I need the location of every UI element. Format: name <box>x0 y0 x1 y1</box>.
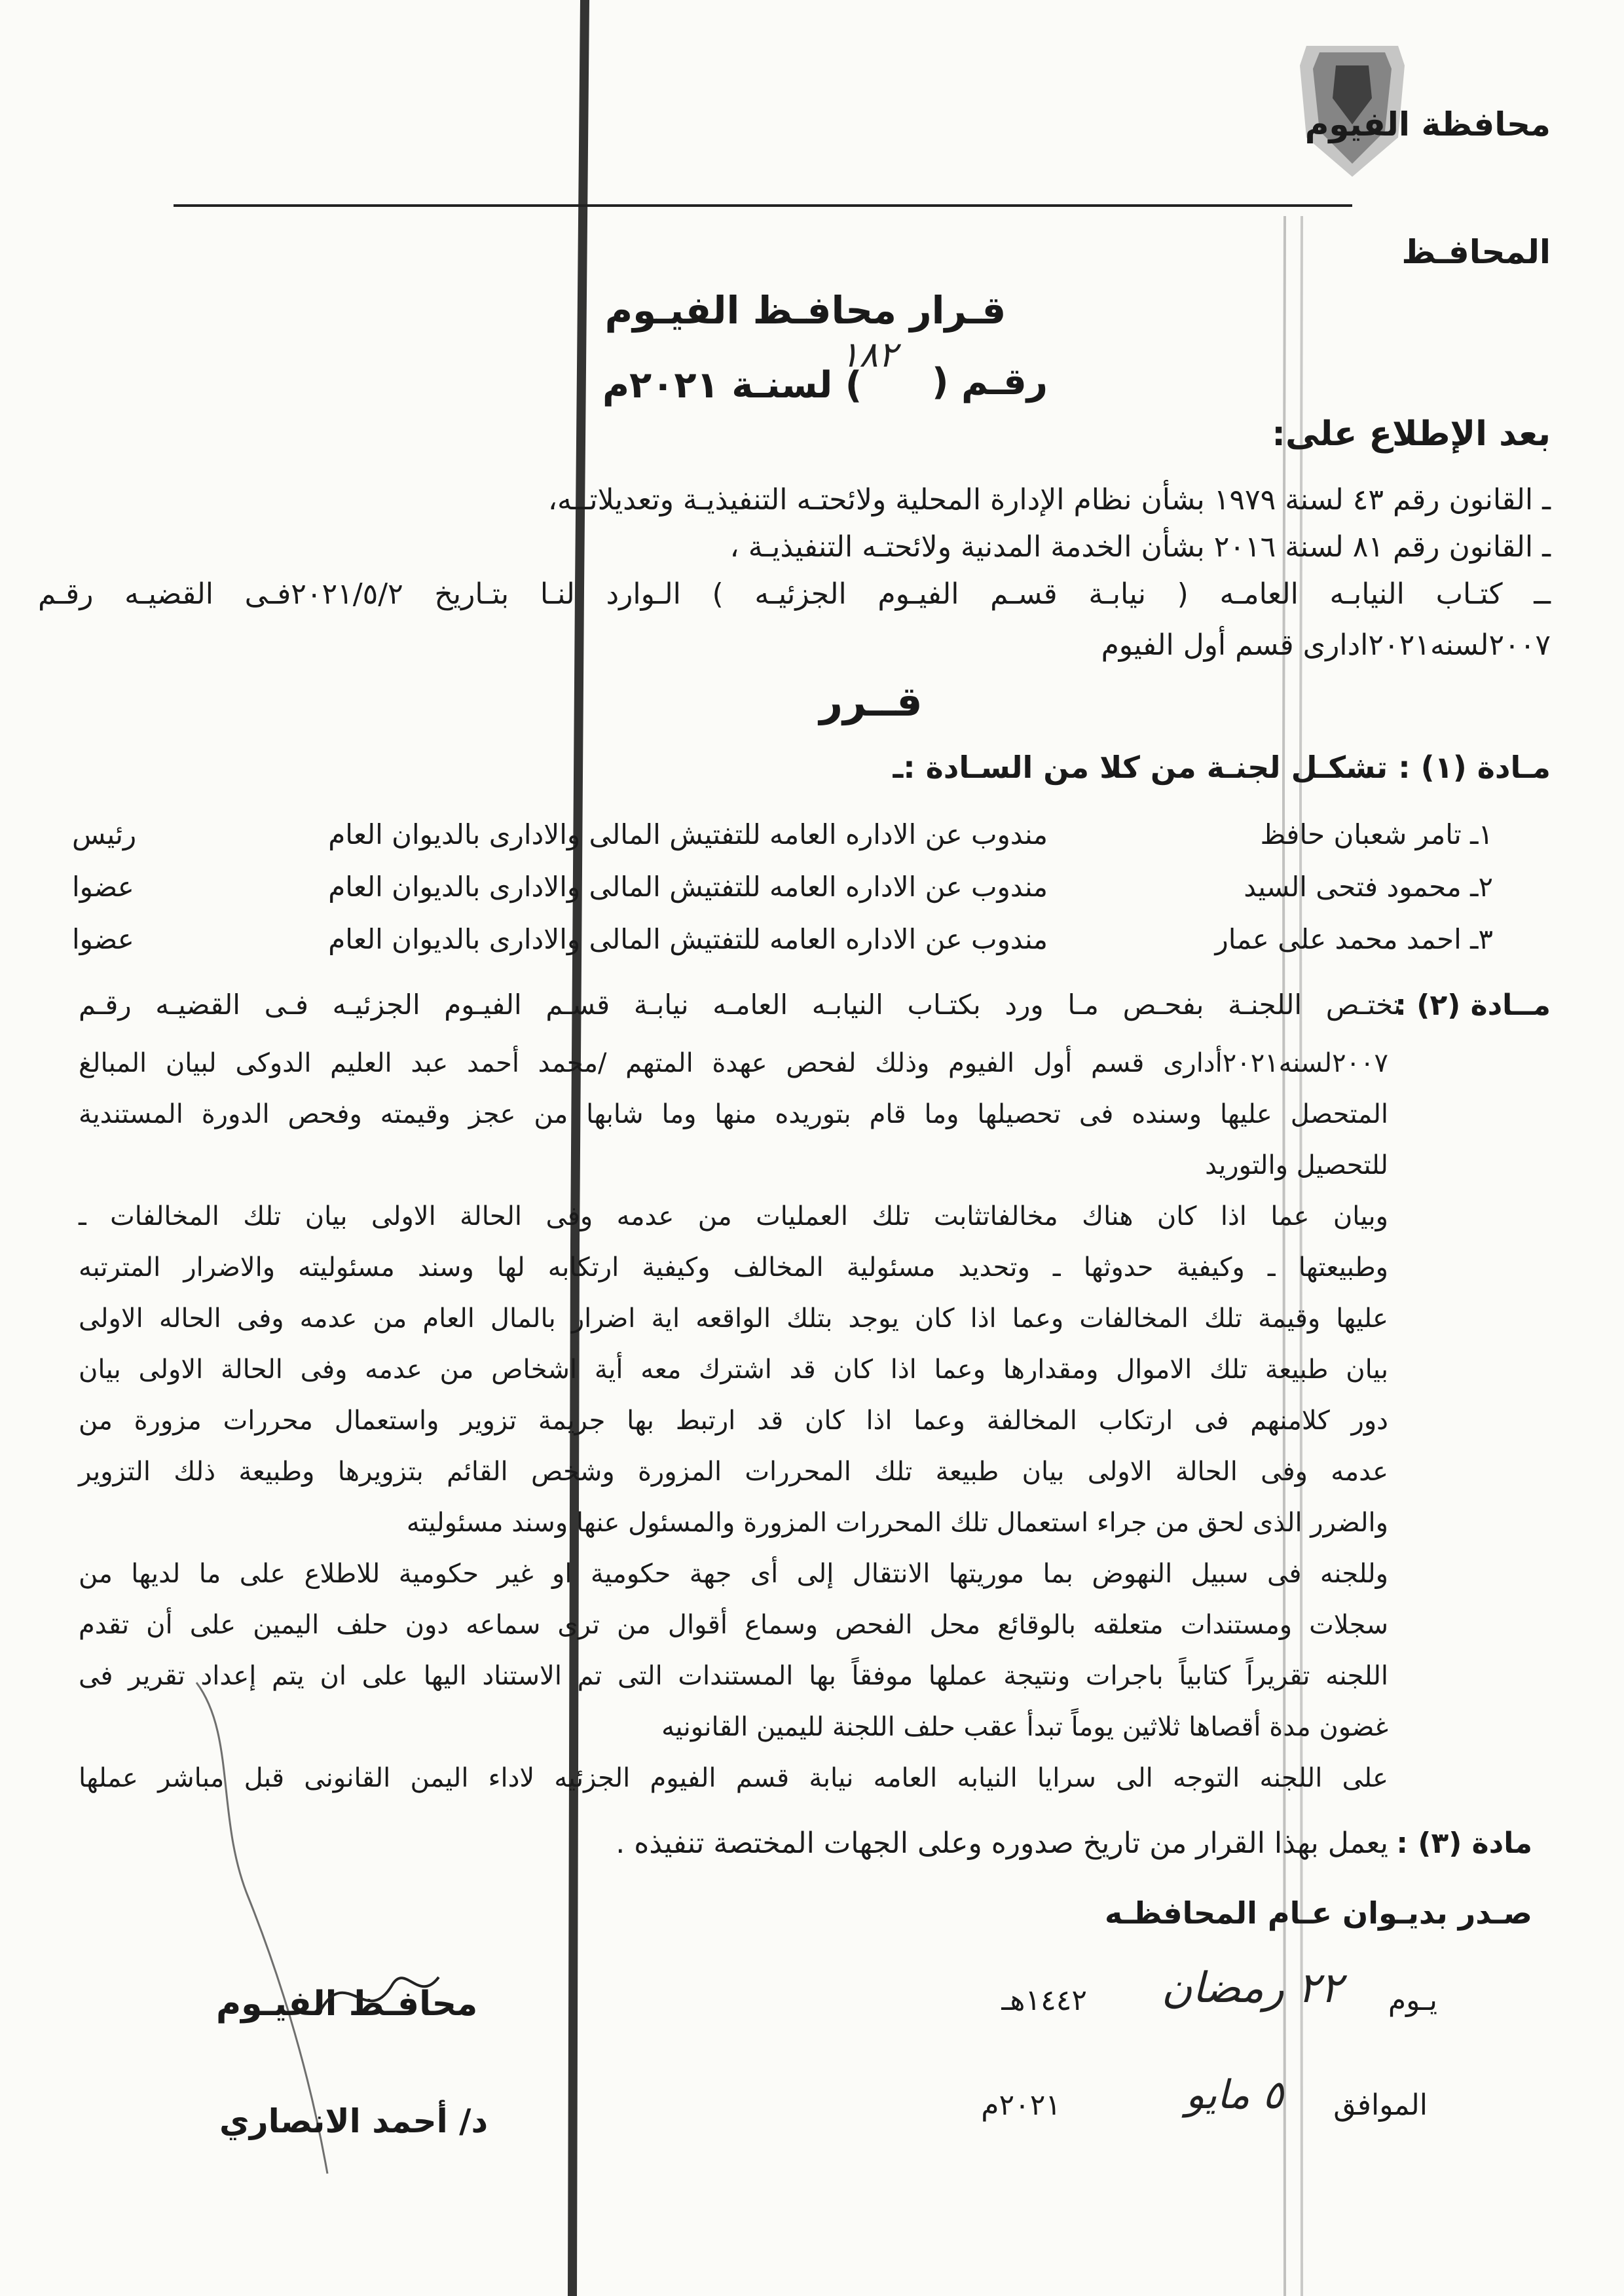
member-role: مندوب عن الاداره العامه للتفتيش المالى والادارى بالديوان العام <box>328 818 1048 850</box>
header-rule <box>174 204 1352 207</box>
article2-line: ٢٠٠٧لسنه٢٠٢١أدارى قسم أول الفيوم وذلك لفحص عهدة المتهم /محمد أحمد عبد العليم الدوكى لبيان المبالغ <box>79 1048 1388 1078</box>
number-handwritten: ١٨٢ <box>840 334 897 375</box>
article1-heading: مـادة (١) : تشكـل لجنـة من كلا من السـادة :ـ <box>893 750 1551 785</box>
decree-title: قـرار محافـظ الفيـوم <box>604 288 1006 333</box>
governorate-name: محافظة الفيوم <box>1304 105 1551 143</box>
office-label: المحافـظ <box>1401 233 1551 271</box>
governorate-seal <box>1280 20 1424 183</box>
article2-first-line: تختـص اللجنـة بفحـص مـا ورد بكتـاب النيابـه العامـه نيابـة قسـم الفيـوم الجزئيـه فـى القضيـه رقـم <box>79 989 1401 1021</box>
preamble-item-3: ــ كتـاب النيابـه العامـه ( نيابـة قسـم الفيـوم الجزئيـه ) الـوارد لنـا بتـاريخ ٢٠٢١/٥/٢فـى القضيـه رقـم <box>38 577 1551 611</box>
article2-heading: مــادة (٢) : <box>1395 989 1551 1022</box>
article2-line: بيان طبيعة تلك الاموال ومقدارها وعما اذا كان قد اشترك معه أية اشخاص من عدمه وفى الحالة الاولى بيان <box>79 1355 1388 1385</box>
article2-line: عدمه وفى الحالة الاولى بيان طبيعة تلك المحررات المزورة وشخص القائم بتزويرها وطبيعة ذلك التزوير <box>79 1457 1388 1487</box>
day-label: يـوم <box>1388 1984 1437 2017</box>
article2-line: للتحصيل والتوريد <box>1205 1150 1388 1180</box>
article2-line: وطبيعتها ـ وكيفية حدوثها ـ وتحديد مسئولية المخالف وكيفية ارتكابه لها وسند مسئوليته والاضرار المترتبه <box>79 1252 1388 1283</box>
preamble-item-1: ـ القانون رقم ٤٣ لسنة ١٩٧٩ بشأن نظام الإدارة المحلية ولائحتـه التنفيذيـة وتعديلاتــه، <box>547 483 1551 517</box>
article2-line: عليها وقيمة تلك المخالفات وعما اذا كان يوجد بتلك الواقعه اية اضرار بالمال العام من عدمه وفى الحاله الاولى <box>79 1303 1388 1334</box>
signatory-title: محافـظ الفيـوم <box>216 1984 478 2024</box>
decision-heading: قــرر <box>819 678 923 725</box>
member-role: مندوب عن الاداره العامه للتفتيش المالى والادارى بالديوان العام <box>328 871 1048 903</box>
signatory-name: د/ أحمد الانصاري <box>219 2102 489 2140</box>
article2-line: اللجنه تقريراً كتابياً باجرات ونتيجة عملها موفقاً بها المستندات التى تم الاستناد اليها على ان يتم إعداد تقرير فى <box>79 1661 1388 1691</box>
article2-line: دور كلامنهم فى ارتكاب المخالفة وعما اذا كان قد ارتبط بها جريمة تزوير واستعمال محررات مزورة من <box>79 1406 1388 1436</box>
greg-year: ٢٠٢١م <box>981 2088 1061 2122</box>
member-role: مندوب عن الاداره العامه للتفتيش المالى والادارى بالديوان العام <box>328 923 1048 955</box>
signature-mark <box>308 1951 452 2043</box>
member-position: عضوا <box>72 871 134 903</box>
hijri-year: ١٤٤٢هـ <box>1001 1984 1087 2017</box>
article2-line: غضون مدة أقصاها ثلاثين يوماً تبدأ عقب حلف اللجنة لليمين القانونيه <box>661 1712 1388 1742</box>
article3-text: يعمل بهذا القرار من تاريخ صدوره وعلى الجهات المختصة تنفيذه . <box>616 1827 1388 1860</box>
decree-number-line <box>576 334 1048 409</box>
preamble-item-4: ٢٠٠٧لسنه٢٠٢١اداری قسم أول الفيوم <box>1101 629 1551 662</box>
member-position: رئيس <box>72 818 137 850</box>
article3-heading: مادة (٣) : <box>1396 1827 1532 1860</box>
article2-line: وبيان عما اذا كان هناك مخالفاتثابت تلك العمليات من عدمه وفى الحالة الاولى بيان تلك المخالفات ـ <box>79 1201 1388 1231</box>
article2-line: سجلات ومستندات متعلقه بالوقائع محل الفحص وسماع أقوال من ترى سماعه دون حلف اليمين على أن تقدم <box>79 1610 1388 1640</box>
number-suffix: ) لسنـة ٢٠٢١م <box>602 364 862 407</box>
article2-line: المتحصل عليها وسنده فى تحصيلها وما قام بتوريده منها وما شابها من عجز وقيمته وفحص الدورة المستندية <box>79 1099 1388 1129</box>
greg-label: الموافق <box>1333 2088 1428 2122</box>
preamble-item-2: ـ القانون رقم ٨١ لسنة ٢٠١٦ بشأن الخدمة المدنية ولائحتـه التنفيذيـة ، <box>729 530 1551 564</box>
member-row-3 <box>65 923 1493 962</box>
member-row-2 <box>65 871 1493 910</box>
day-handwritten: ٢٢ رمضان <box>1161 1964 1342 2013</box>
member-row-1 <box>65 818 1493 858</box>
member-name: ٢ـ محمود فتحى السيد <box>1244 871 1493 903</box>
number-prefix: رقـم ( <box>931 361 1048 403</box>
greg-handwritten: ٥ مايو <box>1185 2072 1283 2118</box>
article2-line: وللجنه فى سبيل النهوض بما موريتها الانتقال إلى أى جهة حكومية او غير حكومية للاطلاع على ما لديها من <box>79 1559 1388 1589</box>
preamble-heading: بعد الإطلاع على: <box>1272 414 1551 454</box>
member-name: ٣ـ احمد محمد على عمار <box>1215 923 1493 955</box>
member-position: عضوا <box>72 923 134 955</box>
article2-body <box>79 1048 1388 1813</box>
member-name: ١ـ تامر شعبان حافظ <box>1260 818 1493 850</box>
issued-line: صـدر بديـوان عـام المحافظـه <box>1105 1895 1532 1931</box>
article2-line: والضرر الذى لحق من جراء استعمال تلك المحررات المزورة والمسئول عنها وسند مسئوليته <box>406 1508 1388 1538</box>
article2-line: على اللجنه التوجه الى سرايا النيابه العامه نيابة قسم الفيوم الجزئيه لاداء اليمن القانونى قبل مباشر عملها <box>79 1763 1388 1793</box>
